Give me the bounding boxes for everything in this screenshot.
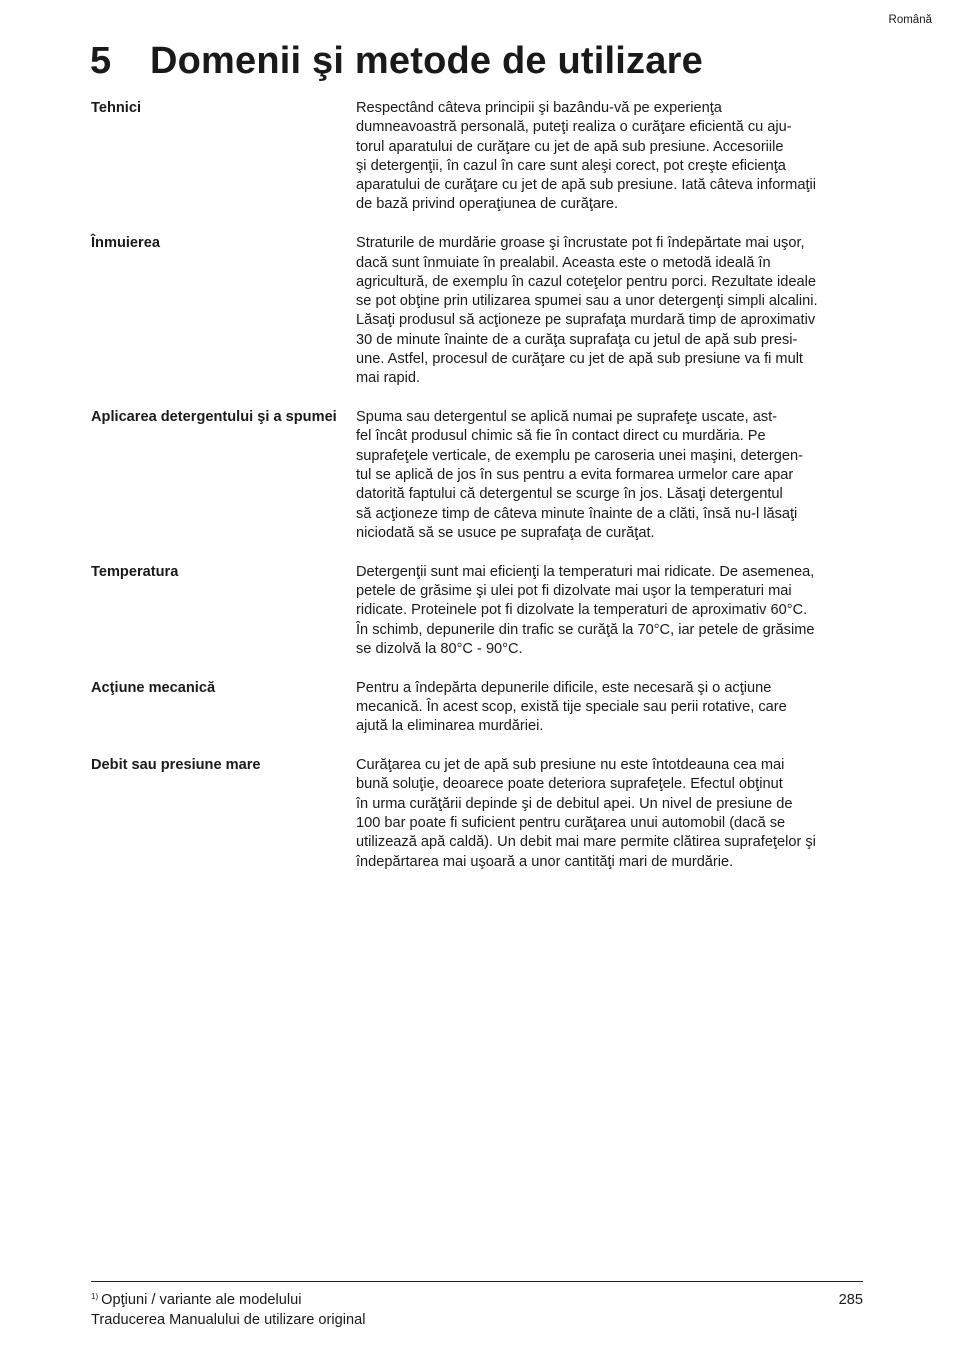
section-aplicarea-detergentului (91, 408, 866, 543)
footnote-marker: 1) (91, 1292, 99, 1301)
section-body (356, 234, 866, 388)
text-line: dacă sunt înmuiate în prealabil. Aceasta este o metodă ideală în (356, 254, 771, 271)
text-line: niciodată să se usuce pe suprafaţa de curăţat. (356, 524, 655, 541)
text-line: une. Astfel, procesul de curăţare cu jet de apă sub presiune va fi mult (356, 351, 803, 368)
text-line: utilizează apă caldă). Un debit mai mare permite clătirea suprafeţelor şi (356, 834, 816, 851)
section-temperatura (91, 563, 866, 659)
text-line: datorită faptului că detergentul se scurge în jos. Lăsaţi detergentul (356, 486, 783, 503)
text-line: aparatului de curăţare cu jet de apă sub presiune. Iată câteva informaţii (356, 177, 816, 194)
text-line: se pot obţine prin utilizarea spumei sau a unor detergenţi simpli alcalini. (356, 293, 818, 310)
section-actiune-mecanica (91, 679, 866, 737)
text-line: torul aparatului de curăţare cu jet de apă sub presiune. Accesoriile (356, 138, 784, 155)
document-title: Traducerea Manualului de utilizare original (91, 1312, 366, 1328)
text-line: 100 bar poate fi suficient pentru curăţarea unui automobil (dacă se (356, 815, 786, 831)
text-line: în urma curăţării depinde şi de debitul apei. Un nivel de presiune de (356, 795, 793, 812)
text-line: se dizolvă la 80°C - 90°C. (356, 640, 523, 657)
text-line: Lăsaţi produsul să acţioneze pe suprafaţa murdară timp de aproximativ (356, 312, 816, 329)
text-line: de bază privind operaţiunea de curăţare. (356, 196, 619, 213)
text-line: petele de grăsime şi ulei pot fi dizolvate mai uşor la temperaturi mai (356, 583, 792, 600)
section-label: Tehnici (91, 100, 142, 116)
chapter-number: 5 (90, 40, 112, 82)
chapter-heading (90, 40, 703, 83)
chapter-title: Domenii şi metode de utilizare (150, 40, 703, 82)
text-line: să acţioneze timp de câteva minute înainte de a clăti, însă nu-l lăsaţi (356, 505, 798, 522)
text-line: mecanică. În acest scop, există tije speciale sau perii rotative, care (356, 699, 787, 716)
text-line: În schimb, depunerile din trafic se curăţă la 70°C, iar petele de grăsime (356, 621, 815, 638)
text-line: Curăţarea cu jet de apă sub presiune nu este întotdeauna cea mai (356, 757, 785, 774)
text-line: suprafeţele verticale, de exemplu pe caroseria unei maşini, detergen- (356, 447, 803, 464)
section-body (356, 679, 866, 737)
section-label: Temperatura (91, 563, 179, 580)
section-debit-presiune (91, 756, 866, 872)
text-line: mai rapid. (356, 370, 421, 387)
footnote (91, 1292, 302, 1308)
text-line: Straturile de murdărie groase şi încrustate pot fi îndepărtate mai uşor, (356, 235, 805, 252)
section-tehnici (91, 99, 866, 215)
section-body (356, 756, 866, 872)
text-line: ridicate. Proteinele pot fi dizolvate la temperaturi de aproximativ 60°C. (356, 602, 808, 619)
section-label: Aplicarea detergentului şi a spumei (91, 409, 337, 426)
section-label: Înmuierea (91, 235, 160, 252)
text-line: Pentru a îndepărta depunerile dificile, este necesară şi o acţiune (356, 679, 772, 696)
page-number: 285 (838, 1292, 863, 1308)
section-label: Acţiune mecanică (91, 679, 216, 696)
footnote-text: Opţiuni / variante ale modelului (101, 1292, 302, 1308)
text-line: bună soluţie, deoarece poate deteriora suprafeţele. Efectul obţinut (356, 776, 783, 793)
sections-container (91, 99, 866, 891)
language-label: Română (888, 14, 932, 26)
text-line: Spuma sau detergentul se aplică numai pe suprafeţe uscate, ast- (356, 409, 778, 426)
text-line: ajută la eliminarea murdăriei. (356, 718, 544, 735)
section-body (356, 99, 866, 215)
footer-divider (91, 1281, 863, 1282)
text-line: şi detergenţii, în cazul în care sunt aleşi corect, pot creşte eficienţa (356, 157, 786, 174)
text-line: tul se aplică de jos în sus pentru a evita formarea urmelor care apar (356, 467, 794, 484)
text-line: dumneavoastră personală, puteţi realiza o curăţare eficientă cu aju- (356, 119, 792, 136)
section-body (356, 563, 866, 659)
section-body (356, 408, 866, 543)
text-line: 30 de minute înainte de a curăţa suprafaţa cu jetul de apă sub presi- (356, 331, 798, 348)
text-line: îndepărtarea mai uşoară a unor cantităţi mari de murdărie. (356, 853, 734, 870)
section-label: Debit sau presiune mare (91, 757, 261, 774)
text-line: agricultură, de exemplu în cazul coteţelor pentru porci. Rezultate ideale (356, 273, 816, 290)
section-inmuierea (91, 234, 866, 388)
text-line: Detergenţii sunt mai eficienţi la temperaturi mai ridicate. De asemenea, (356, 563, 815, 580)
text-line: fel încât produsul chimic să fie în contact direct cu murdăria. Pe (356, 428, 766, 445)
text-line: Respectând câteva principii şi bazându-vă pe experienţa (356, 100, 722, 116)
